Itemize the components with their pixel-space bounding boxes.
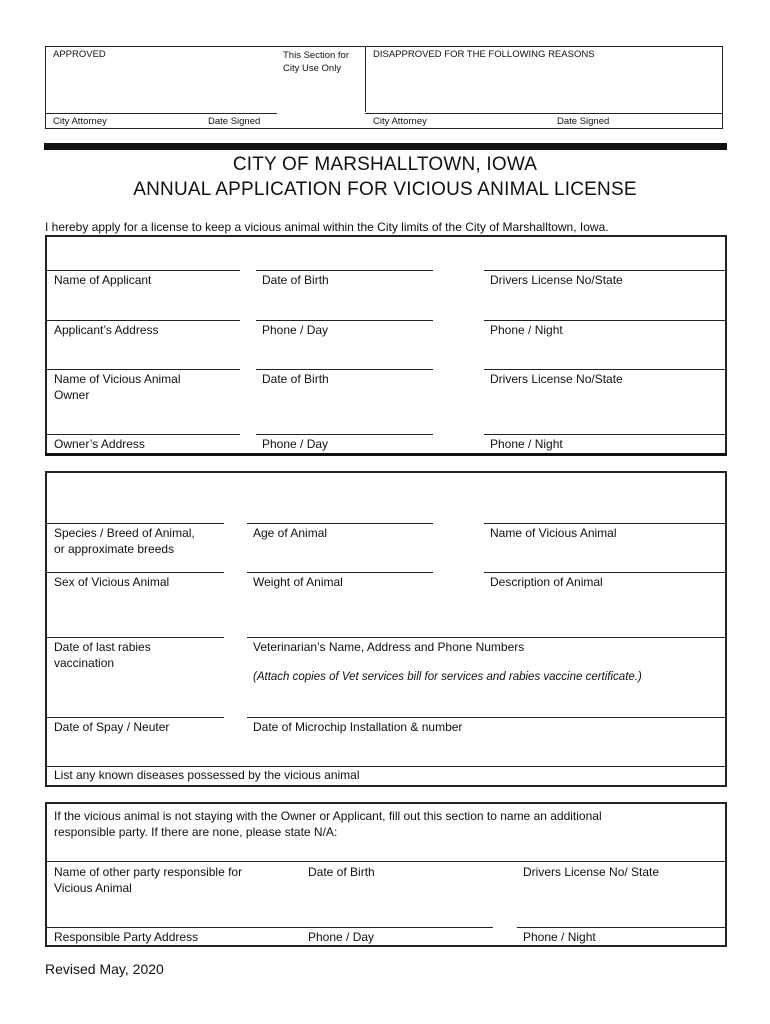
header-rule: [44, 143, 727, 150]
disapproved-label: DISAPPROVED FOR THE FOLLOWING REASONS: [373, 49, 595, 60]
responsible-name-label-line2: Vicious Animal: [54, 881, 132, 895]
diseases-label: List any known diseases possessed by the vicious animal: [54, 768, 360, 782]
owner-phone-day-label: Phone / Day: [262, 437, 329, 451]
city-attorney-label-left: City Attorney: [53, 116, 107, 127]
disapproved-reasons-field[interactable]: [367, 60, 721, 112]
rabies-label-line1: Date of last rabies: [54, 640, 151, 654]
sex-label: Sex of Vicious Animal: [54, 575, 170, 589]
rabies-date-field[interactable]: [48, 592, 224, 637]
owner-name-label-line2: Owner: [54, 388, 90, 402]
owner-license-label: Drivers License No/State: [490, 372, 623, 386]
owner-phone-night-label: Phone / Night: [490, 437, 563, 451]
page-title-line1: CITY OF MARSHALLTOWN, IOWA: [232, 154, 538, 175]
microchip-label: Date of Microchip Installation & number: [253, 720, 463, 734]
sex-field[interactable]: [48, 558, 224, 572]
approved-label: APPROVED: [53, 49, 106, 60]
intro-statement: I hereby apply for a license to keep a vicious animal within the City limits of the City of Marshalltown, Iowa.: [45, 220, 609, 234]
responsible-address-label: Responsible Party Address: [54, 930, 199, 944]
animal-name-field[interactable]: [484, 476, 724, 523]
veterinarian-field[interactable]: [247, 592, 724, 637]
species-field[interactable]: [48, 476, 224, 523]
city-use-divider: [365, 46, 366, 112]
page-title-line2: ANNUAL APPLICATION FOR VICIOUS ANIMAL LICENSE: [133, 179, 637, 200]
applicant-name-field[interactable]: [48, 240, 240, 270]
species-label-line1: Species / Breed of Animal,: [54, 526, 195, 540]
vet-attachment-note: (Attach copies of Vet services bill for services and rabies vaccine certificate.): [253, 671, 642, 683]
responsible-phone-night-label: Phone / Night: [523, 930, 596, 944]
responsible-intro-line1: If the vicious animal is not staying with the Owner or Applicant, fill out this section to name an additional: [54, 809, 602, 823]
applicant-address-label: Applicant’s Address: [54, 323, 159, 337]
responsible-phone-day-label: Phone / Day: [308, 930, 375, 944]
responsible-dob-label: Date of Birth: [308, 865, 375, 879]
date-signed-label-right: Date Signed: [557, 116, 610, 127]
revised-date: Revised May, 2020: [45, 961, 164, 977]
responsible-license-field[interactable]: [517, 897, 724, 927]
microchip-field[interactable]: [247, 690, 724, 717]
responsible-license-label: Drivers License No/ State: [523, 865, 660, 879]
applicant-address-field[interactable]: [48, 290, 240, 320]
rabies-label-line2: vaccination: [54, 656, 115, 670]
applicant-phone-day-label: Phone / Day: [262, 323, 329, 337]
species-label-line2: or approximate breeds: [54, 542, 175, 556]
owner-license-field[interactable]: [484, 340, 724, 369]
description-label: Description of Animal: [490, 575, 603, 589]
age-label: Age of Animal: [253, 526, 328, 540]
applicant-dob-label: Date of Birth: [262, 273, 329, 287]
date-signed-label-left: Date Signed: [208, 116, 261, 127]
name-of-applicant-label: Name of Applicant: [54, 273, 152, 287]
applicant-license-field[interactable]: [484, 240, 724, 270]
city-attorney-label-right: City Attorney: [373, 116, 427, 127]
applicant-phone-night-label: Phone / Night: [490, 323, 563, 337]
applicant-phone-night-field[interactable]: [484, 290, 724, 320]
responsible-name-label-line1: Name of other party responsible for: [54, 865, 243, 879]
responsible-name-field[interactable]: [48, 897, 492, 927]
city-use-note: This Section for City Use Only: [283, 50, 349, 74]
description-field[interactable]: [484, 558, 724, 572]
animal-name-label: Name of Vicious Animal: [490, 526, 617, 540]
owner-name-field[interactable]: [48, 340, 240, 369]
age-field[interactable]: [247, 476, 432, 523]
veterinarian-label: Veterinarian’s Name, Address and Phone Numbers: [253, 640, 525, 654]
applicant-license-label: Drivers License No/State: [490, 273, 623, 287]
owner-phone-day-field[interactable]: [256, 405, 432, 434]
applicant-phone-day-field[interactable]: [256, 290, 432, 320]
applicant-dob-field[interactable]: [256, 240, 432, 270]
weight-label: Weight of Animal: [253, 575, 343, 589]
owner-dob-field[interactable]: [256, 340, 432, 369]
spay-neuter-label: Date of Spay / Neuter: [54, 720, 170, 734]
responsible-intro-line2: responsible party. If there are none, please state N/A:: [54, 825, 338, 839]
spay-neuter-field[interactable]: [48, 690, 224, 717]
weight-field[interactable]: [247, 558, 432, 572]
owner-address-label: Owner’s Address: [54, 437, 145, 451]
diseases-field[interactable]: [48, 740, 724, 766]
owner-dob-label: Date of Birth: [262, 372, 329, 386]
owner-address-field[interactable]: [48, 405, 240, 434]
owner-name-label-line1: Name of Vicious Animal: [54, 372, 181, 386]
owner-phone-night-field[interactable]: [484, 405, 724, 434]
approved-signature-field[interactable]: [47, 60, 363, 112]
